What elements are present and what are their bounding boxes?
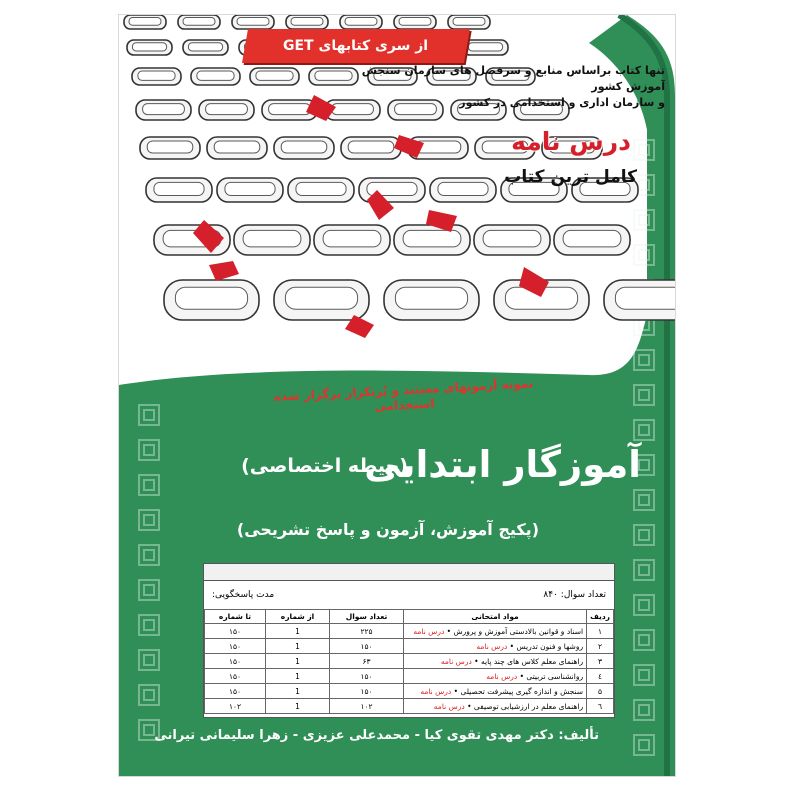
book-title: آموزگار ابتدایی bbox=[364, 443, 641, 486]
tray-inner bbox=[296, 182, 346, 195]
book-title-scope: (حیطه اختصاصی) bbox=[241, 455, 408, 477]
table-row bbox=[205, 624, 614, 639]
row-from: 1 bbox=[266, 639, 330, 654]
row-to: ۱۵۰ bbox=[205, 669, 266, 684]
tray-inner bbox=[188, 43, 222, 51]
col-from: از شماره bbox=[266, 610, 330, 624]
tray-inner bbox=[132, 43, 166, 51]
tray-inner bbox=[138, 71, 175, 80]
table-meta bbox=[204, 581, 614, 609]
series-badge bbox=[242, 29, 470, 63]
tray-inner bbox=[147, 141, 193, 153]
table-row bbox=[205, 699, 614, 714]
row-count: ۱۵۰ bbox=[330, 669, 404, 684]
row-from: 1 bbox=[266, 699, 330, 714]
tray-inner bbox=[348, 141, 394, 153]
tray-inner bbox=[243, 230, 301, 247]
series-label: از سری کتابهای GET bbox=[283, 38, 429, 54]
tagline-line-1: تنها کتاب براساس منابع و سرفصل های سازمان سنجش آموزش کشور bbox=[361, 64, 665, 93]
question-count: تعداد سوال: ۸۴۰ bbox=[543, 590, 606, 600]
tray-inner bbox=[206, 104, 248, 115]
row-to: ۱۵۰ bbox=[205, 654, 266, 669]
tagline bbox=[355, 63, 665, 111]
col-subject: مواد امتحانی bbox=[404, 610, 587, 624]
row-subject: روانشناسی تربیتی • درس نامه bbox=[404, 669, 587, 684]
table-top-bar bbox=[204, 564, 614, 581]
row-no: ۲ bbox=[587, 639, 614, 654]
row-from: 1 bbox=[266, 624, 330, 639]
tray-inner bbox=[315, 71, 352, 80]
tray-inner bbox=[345, 18, 377, 26]
row-to: ۱۵۰ bbox=[205, 639, 266, 654]
row-subject: راهنمای معلم کلاس های چند پایه • درس نامه bbox=[404, 654, 587, 669]
row-no: ۵ bbox=[587, 684, 614, 699]
col-row-no: ردیف bbox=[587, 610, 614, 624]
table-header-row bbox=[205, 610, 614, 624]
row-no: ۱ bbox=[587, 624, 614, 639]
tray-inner bbox=[197, 71, 234, 80]
tray-inner bbox=[285, 287, 357, 309]
tray-inner bbox=[175, 287, 247, 309]
row-count: ۱۰۲ bbox=[330, 699, 404, 714]
tray-inner bbox=[395, 287, 467, 309]
row-no: ٤ bbox=[587, 669, 614, 684]
tray-inner bbox=[143, 104, 185, 115]
row-subject: سنجش و اندازه گیری پیشرفت تحصیلی • درس نامه bbox=[404, 684, 587, 699]
tray-inner bbox=[269, 104, 311, 115]
tray-inner bbox=[154, 182, 204, 195]
table-row bbox=[205, 639, 614, 654]
book-cover bbox=[118, 14, 676, 777]
row-subject: اسناد و قوانین بالادستی آموزش و پرورش • درس نامه bbox=[404, 624, 587, 639]
brand-subtitle: کامل ترین کتاب bbox=[504, 167, 637, 187]
table-row bbox=[205, 684, 614, 699]
tray-inner bbox=[183, 18, 215, 26]
exam-subtitle: نمونه آزمونهای مستند و پُرتکرار برگزار شده استخدامی bbox=[273, 376, 534, 414]
tray-inner bbox=[237, 18, 269, 26]
row-count: ۱۵۰ bbox=[330, 684, 404, 699]
brand-name: درس نامه bbox=[511, 127, 631, 156]
tray-inner bbox=[483, 230, 541, 247]
tray-inner bbox=[468, 43, 502, 51]
row-to: ۱۵۰ bbox=[205, 624, 266, 639]
row-from: 1 bbox=[266, 684, 330, 699]
table-row bbox=[205, 669, 614, 684]
tray-inner bbox=[214, 141, 260, 153]
tray-inner bbox=[615, 287, 675, 309]
col-count: تعداد سوال bbox=[330, 610, 404, 624]
table-row bbox=[205, 654, 614, 669]
row-count: ۲۲۵ bbox=[330, 624, 404, 639]
answer-duration: مدت پاسخگویی: bbox=[212, 590, 275, 600]
tray-inner bbox=[563, 230, 621, 247]
tray-inner bbox=[323, 230, 381, 247]
row-count: ۶۳ bbox=[330, 654, 404, 669]
row-from: 1 bbox=[266, 669, 330, 684]
tray-inner bbox=[281, 141, 327, 153]
package-description: (پکیج آموزش، آزمون و پاسخ تشریحی) bbox=[236, 520, 539, 539]
tray-inner bbox=[399, 18, 431, 26]
row-to: ۱۵۰ bbox=[205, 684, 266, 699]
tray-inner bbox=[291, 18, 323, 26]
col-to: تا شماره bbox=[205, 610, 266, 624]
tray-inner bbox=[438, 182, 488, 195]
tray-inner bbox=[403, 230, 461, 247]
row-no: ۳ bbox=[587, 654, 614, 669]
exam-table-panel bbox=[203, 563, 615, 718]
row-subject: راهنمای معلم در ارزشیابی توصیفی • درس نامه bbox=[404, 699, 587, 714]
row-count: ۱۵۰ bbox=[330, 639, 404, 654]
row-subject: روشها و فنون تدریس • درس نامه bbox=[404, 639, 587, 654]
tray-inner bbox=[453, 18, 485, 26]
row-no: ٦ bbox=[587, 699, 614, 714]
tagline-line-2: و سازمان اداری و استخدامی در کشور bbox=[459, 96, 665, 109]
tray-inner bbox=[129, 18, 161, 26]
authors-line: تألیف: دکتر مهدی تقوی کیا - محمدعلی عزیزی - زهرا سلیمانی تیرانی bbox=[154, 728, 599, 743]
tray-inner bbox=[256, 71, 293, 80]
row-from: 1 bbox=[266, 654, 330, 669]
row-to: ۱۰۲ bbox=[205, 699, 266, 714]
tray-inner bbox=[225, 182, 275, 195]
exam-subject-table bbox=[204, 609, 614, 714]
